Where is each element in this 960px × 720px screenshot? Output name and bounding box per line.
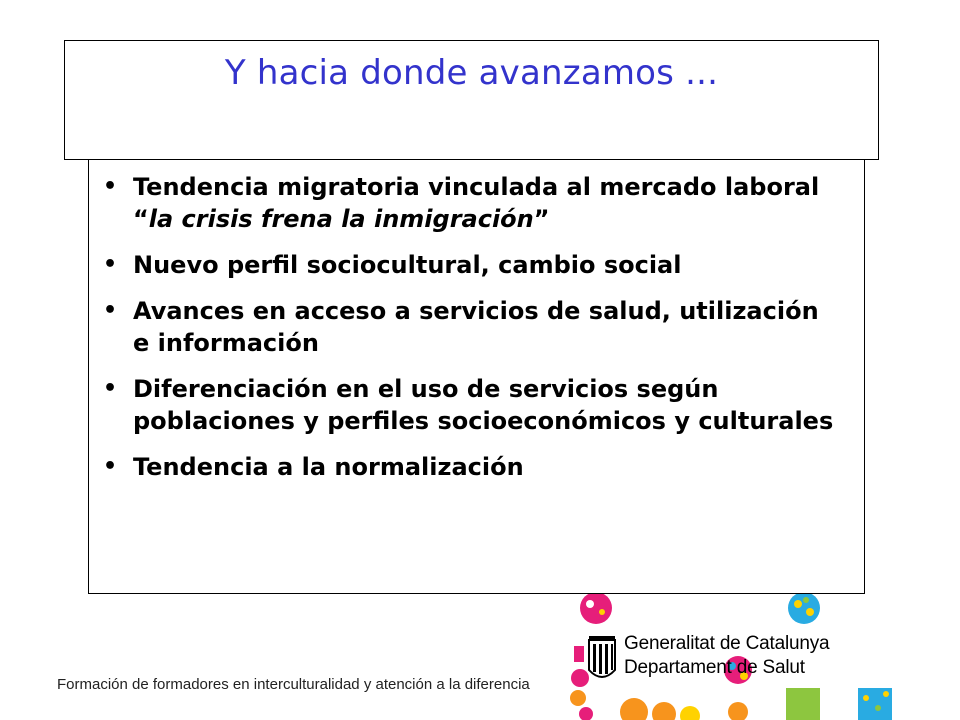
decor-dot xyxy=(599,609,605,615)
decorative-pattern xyxy=(566,590,960,720)
bullet-dot-icon: • xyxy=(103,454,118,479)
logo-line-1: Generalitat de Catalunya xyxy=(624,633,830,654)
logo-line-2: Departament de Salut xyxy=(624,657,805,678)
decor-circle xyxy=(788,592,820,624)
decor-circle xyxy=(580,592,612,624)
bullet-item xyxy=(99,295,839,359)
bullet-dot-icon: • xyxy=(103,174,118,199)
decor-circle xyxy=(652,702,676,720)
quote-close: ” xyxy=(533,205,550,233)
decor-circle xyxy=(728,702,748,720)
footer-text: Formación de formadores en interculturalidad y atención a la diferencia xyxy=(57,676,530,693)
bullet-text: Diferenciación en el uso de servicios según poblaciones y perfiles socioeconómicos y culturales xyxy=(133,375,834,435)
quote-open: “ xyxy=(133,205,149,233)
decor-rect xyxy=(574,646,584,662)
bullet-italic-text: la crisis frena la inmigración xyxy=(148,205,534,233)
bullet-text: Tendencia migratoria vinculada al mercado laboral xyxy=(133,173,820,201)
bullet-dot-icon: • xyxy=(103,298,118,323)
content-box xyxy=(88,150,865,594)
title-box xyxy=(64,40,879,160)
bullet-dot-icon: • xyxy=(103,376,118,401)
bullet-item xyxy=(99,249,839,281)
bullet-text: Nuevo perfil sociocultural, cambio social xyxy=(133,251,682,279)
decor-dot xyxy=(883,691,889,697)
decor-dot xyxy=(803,597,809,603)
decor-circle xyxy=(570,690,586,706)
bullet-dot-icon: • xyxy=(103,252,118,277)
slide-title: Y hacia donde avanzamos ... xyxy=(224,53,719,93)
decor-circle xyxy=(579,707,593,720)
decor-dot xyxy=(586,600,594,608)
bullet-item xyxy=(99,451,839,483)
bullet-item xyxy=(99,373,839,437)
generalitat-emblem-icon xyxy=(587,636,617,686)
decor-dot xyxy=(875,705,881,711)
bullet-text: Avances en acceso a servicios de salud, utilización e información xyxy=(133,297,819,357)
decor-dot xyxy=(863,695,869,701)
decor-dot xyxy=(794,600,802,608)
decor-circle xyxy=(620,698,648,720)
decor-dot xyxy=(806,608,814,616)
decor-square xyxy=(786,688,820,720)
bullet-list xyxy=(99,171,839,497)
decor-circle xyxy=(680,706,700,720)
bullet-text: Tendencia a la normalización xyxy=(133,453,524,481)
bullet-item xyxy=(99,171,839,235)
